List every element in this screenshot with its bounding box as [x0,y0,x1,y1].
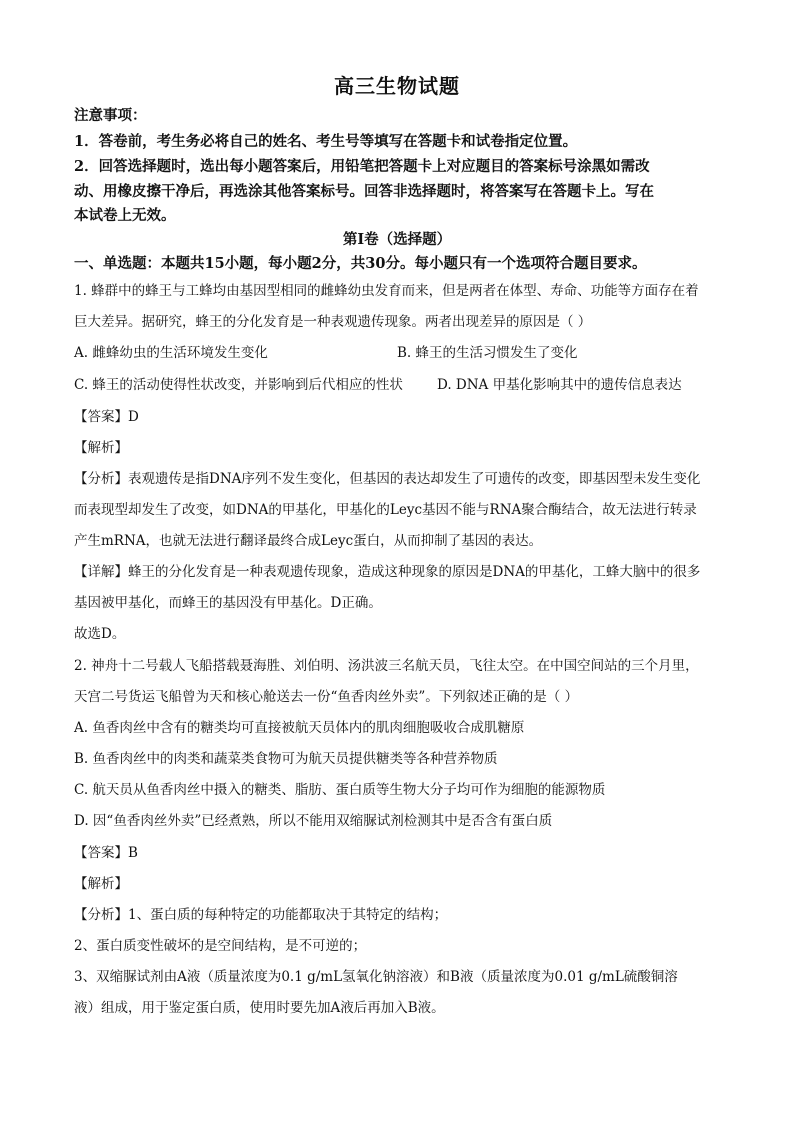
notice-item-2-line-3: 本试卷上无效。 [74,207,176,224]
q1-stem-line-2: 巨大差异。据研究，蜂王的分化发育是一种表观遗传现象。两者出现差异的原因是（ ） [74,314,592,330]
q1-stem-line-1: 1. 蜂群中的蜂王与工蜂均由基因型相同的雌蜂幼虫发育而来，但是两者在体型、寿命、功能等方面存在着 [74,283,699,299]
q1-analysis-line-1: 【分析】表观遗传是指DNA序列不发生变化，但基因的表达却发生了可遗传的改变，即基因型未发生变化 [74,471,701,487]
q2-analysis-label: 【解析】 [74,876,128,892]
q1-option-b: B. 蜂王的生活习惯发生了变化 [397,345,578,361]
q1-option-c: C. 蜂王的活动使得性状改变，并影响到后代相应的性状 [74,377,403,393]
notice-item-2-line-2: 动、用橡皮擦干净后，再选涂其他答案标号。回答非选择题时，将答案写在答题卡上。写在 [74,183,654,200]
q1-conclusion: 故选D。 [74,626,126,642]
q2-analysis-line-4: 液）组成，用于鉴定蛋白质，使用时要先加A液后再加入B液。 [74,1000,445,1016]
q2-analysis-line-1: 【分析】1、蛋白质的每种特定的功能都取决于其特定的结构； [74,907,448,923]
q1-option-d: D. DNA 甲基化影响其中的遗传信息表达 [437,377,682,393]
q1-detail-line-2: 基因被甲基化，而蜂王的基因没有甲基化。D正确。 [74,595,382,611]
page-title: 高三生物试题 [334,74,460,98]
q2-stem-line-1: 2. 神舟十二号载人飞船搭载聂海胜、刘伯明、汤洪波三名航天员，飞往太空。在中国空间站的三个月里， [74,658,699,674]
q1-option-a: A. 雌蜂幼虫的生活环境发生变化 [74,345,268,361]
q2-stem-line-2: 天宫二号货运飞船曾为天和核心舱送去一份“鱼香肉丝外卖”。下列叙述正确的是（ ） [74,689,579,705]
q1-analysis-line-2: 而表现型却发生了改变，如DNA的甲基化，甲基化的Leyc基因不能与RNA聚合酶结合，故无法进行转录 [74,502,697,518]
q1-answer: 【答案】D [74,409,139,425]
notice-item-1: 1．答卷前，考生务必将自己的姓名、考生号等填写在答题卡和试卷指定位置。 [74,133,578,150]
section-title: 第Ⅰ卷（选择题） [342,231,452,248]
q2-analysis-line-2: 2、蛋白质变性破坏的是空间结构，是不可逆的； [74,938,367,954]
q2-option-d: D. 因“鱼香肉丝外卖”已经煮熟，所以不能用双缩脲试剂检测其中是否含有蛋白质 [74,813,553,829]
q1-analysis-line-3: 产生mRNA，也就无法进行翻译最终合成Leyc蛋白，从而抑制了基因的表达。 [74,533,543,549]
q2-answer: 【答案】B [74,845,138,861]
q2-analysis-line-3: 3、双缩脲试剂由A液（质量浓度为0.1 g/mL氢氧化钠溶液）和B液（质量浓度为0.01 g/mL硫酸铜溶 [74,969,678,985]
q2-option-c: C. 航天员从鱼香肉丝中摄入的糖类、脂肪、蛋白质等生物大分子均可作为细胞的能源物质 [74,782,606,798]
q2-option-a: A. 鱼香肉丝中含有的糖类均可直接被航天员体内的肌肉细胞吸收合成肌糖原 [74,720,525,736]
q1-analysis-label: 【解析】 [74,440,128,456]
notice-heading: 注意事项： [74,107,147,124]
q1-detail-line-1: 【详解】蜂王的分化发育是一种表观遗传现象，造成这种现象的原因是DNA的甲基化，工蜂大脑中的很多 [74,564,701,580]
q2-option-b: B. 鱼香肉丝中的肉类和蔬菜类食物可为航天员提供糖类等各种营养物质 [74,751,498,767]
notice-item-2-line-1: 2．回答选择题时，选出每小题答案后，用铅笔把答题卡上对应题目的答案标号涂黑如需改 [74,158,650,175]
section-heading: 一、单选题：本题共15小题，每小题2分，共30分。每小题只有一个选项符合题目要求。 [74,255,647,272]
